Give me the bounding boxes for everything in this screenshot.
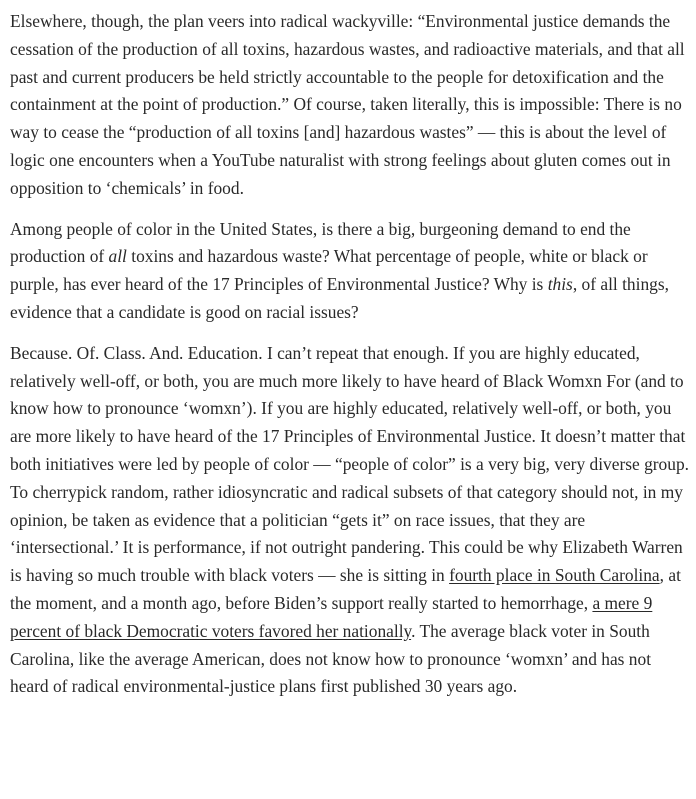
- paragraph-2-text-end: , of all things, evidence that a candidate is good on racial issues?: [10, 274, 669, 322]
- paragraph-3-text-start: Because. Of. Class. And. Education. I can’t repeat that enough. If you are highly educated, relatively well-off, or both, you are much more likely to have heard of Black Womxn For (and to know how to pronounce ‘womxn’). If you are highly educated, relatively well-off, or both, you are more likely to have heard of the 17 Principles of Environmental Justice. It doesn’t matter that both initiatives were led by people of color — “people of color” is a very big, very diverse group. To cherrypick random, rather idiosyncratic and radical subsets of that category should not, in my opinion, be taken as evidence that a politician “gets it” on race issues, that they are ‘intersectional.’ It is performance, if not outright pandering. This could be why Elizabeth Warren is having so much trouble with black voters — she is sitting in: [10, 342, 689, 586]
- paragraph-1: [10, 8, 692, 203]
- emphasis-this: this: [547, 274, 573, 295]
- link-black-voters-nationally[interactable]: a mere 9 percent of black Democratic voters favored her nationally: [10, 592, 653, 641]
- paragraph-3: [10, 340, 692, 701]
- link-fourth-place-south-carolina[interactable]: fourth place in South Carolina: [449, 565, 660, 586]
- emphasis-all: all: [108, 246, 127, 267]
- paragraph-1-text: Elsewhere, though, the plan veers into radical wackyville: “Environmental justice demands the cessation of the production of all toxins, hazardous wastes, and radioactive materials, and that all past and current producers be held strictly accountable to the people for detoxification and the containment at the point of production.” Of course, taken literally, this is impossible: There is no way to cease the “production of all toxins [and] hazardous wastes” — this is about the level of logic one encounters when a YouTube naturalist with strong feelings about gluten comes out in opposition to ‘chemicals’ in food.: [10, 11, 685, 198]
- paragraph-2-text-middle: toxins and hazardous waste? What percentage of people, white or black or purple, has ever heard of the 17 Principles of Environmental Justice? Why is: [10, 246, 648, 295]
- paragraph-3-text-middle: , at the moment, and a month ago, before Biden’s support really started to hemorrhage,: [10, 565, 681, 613]
- paragraph-2: [10, 216, 692, 327]
- paragraph-3-text-end: . The average black voter in South Carolina, like the average American, does not know how to pronounce ‘womxn’ and has not heard of radical environmental-justice plans first published 30 years ago.: [10, 620, 652, 697]
- paragraph-2-text-start: Among people of color in the United States, is there a big, burgeoning demand to end the production of: [10, 218, 631, 267]
